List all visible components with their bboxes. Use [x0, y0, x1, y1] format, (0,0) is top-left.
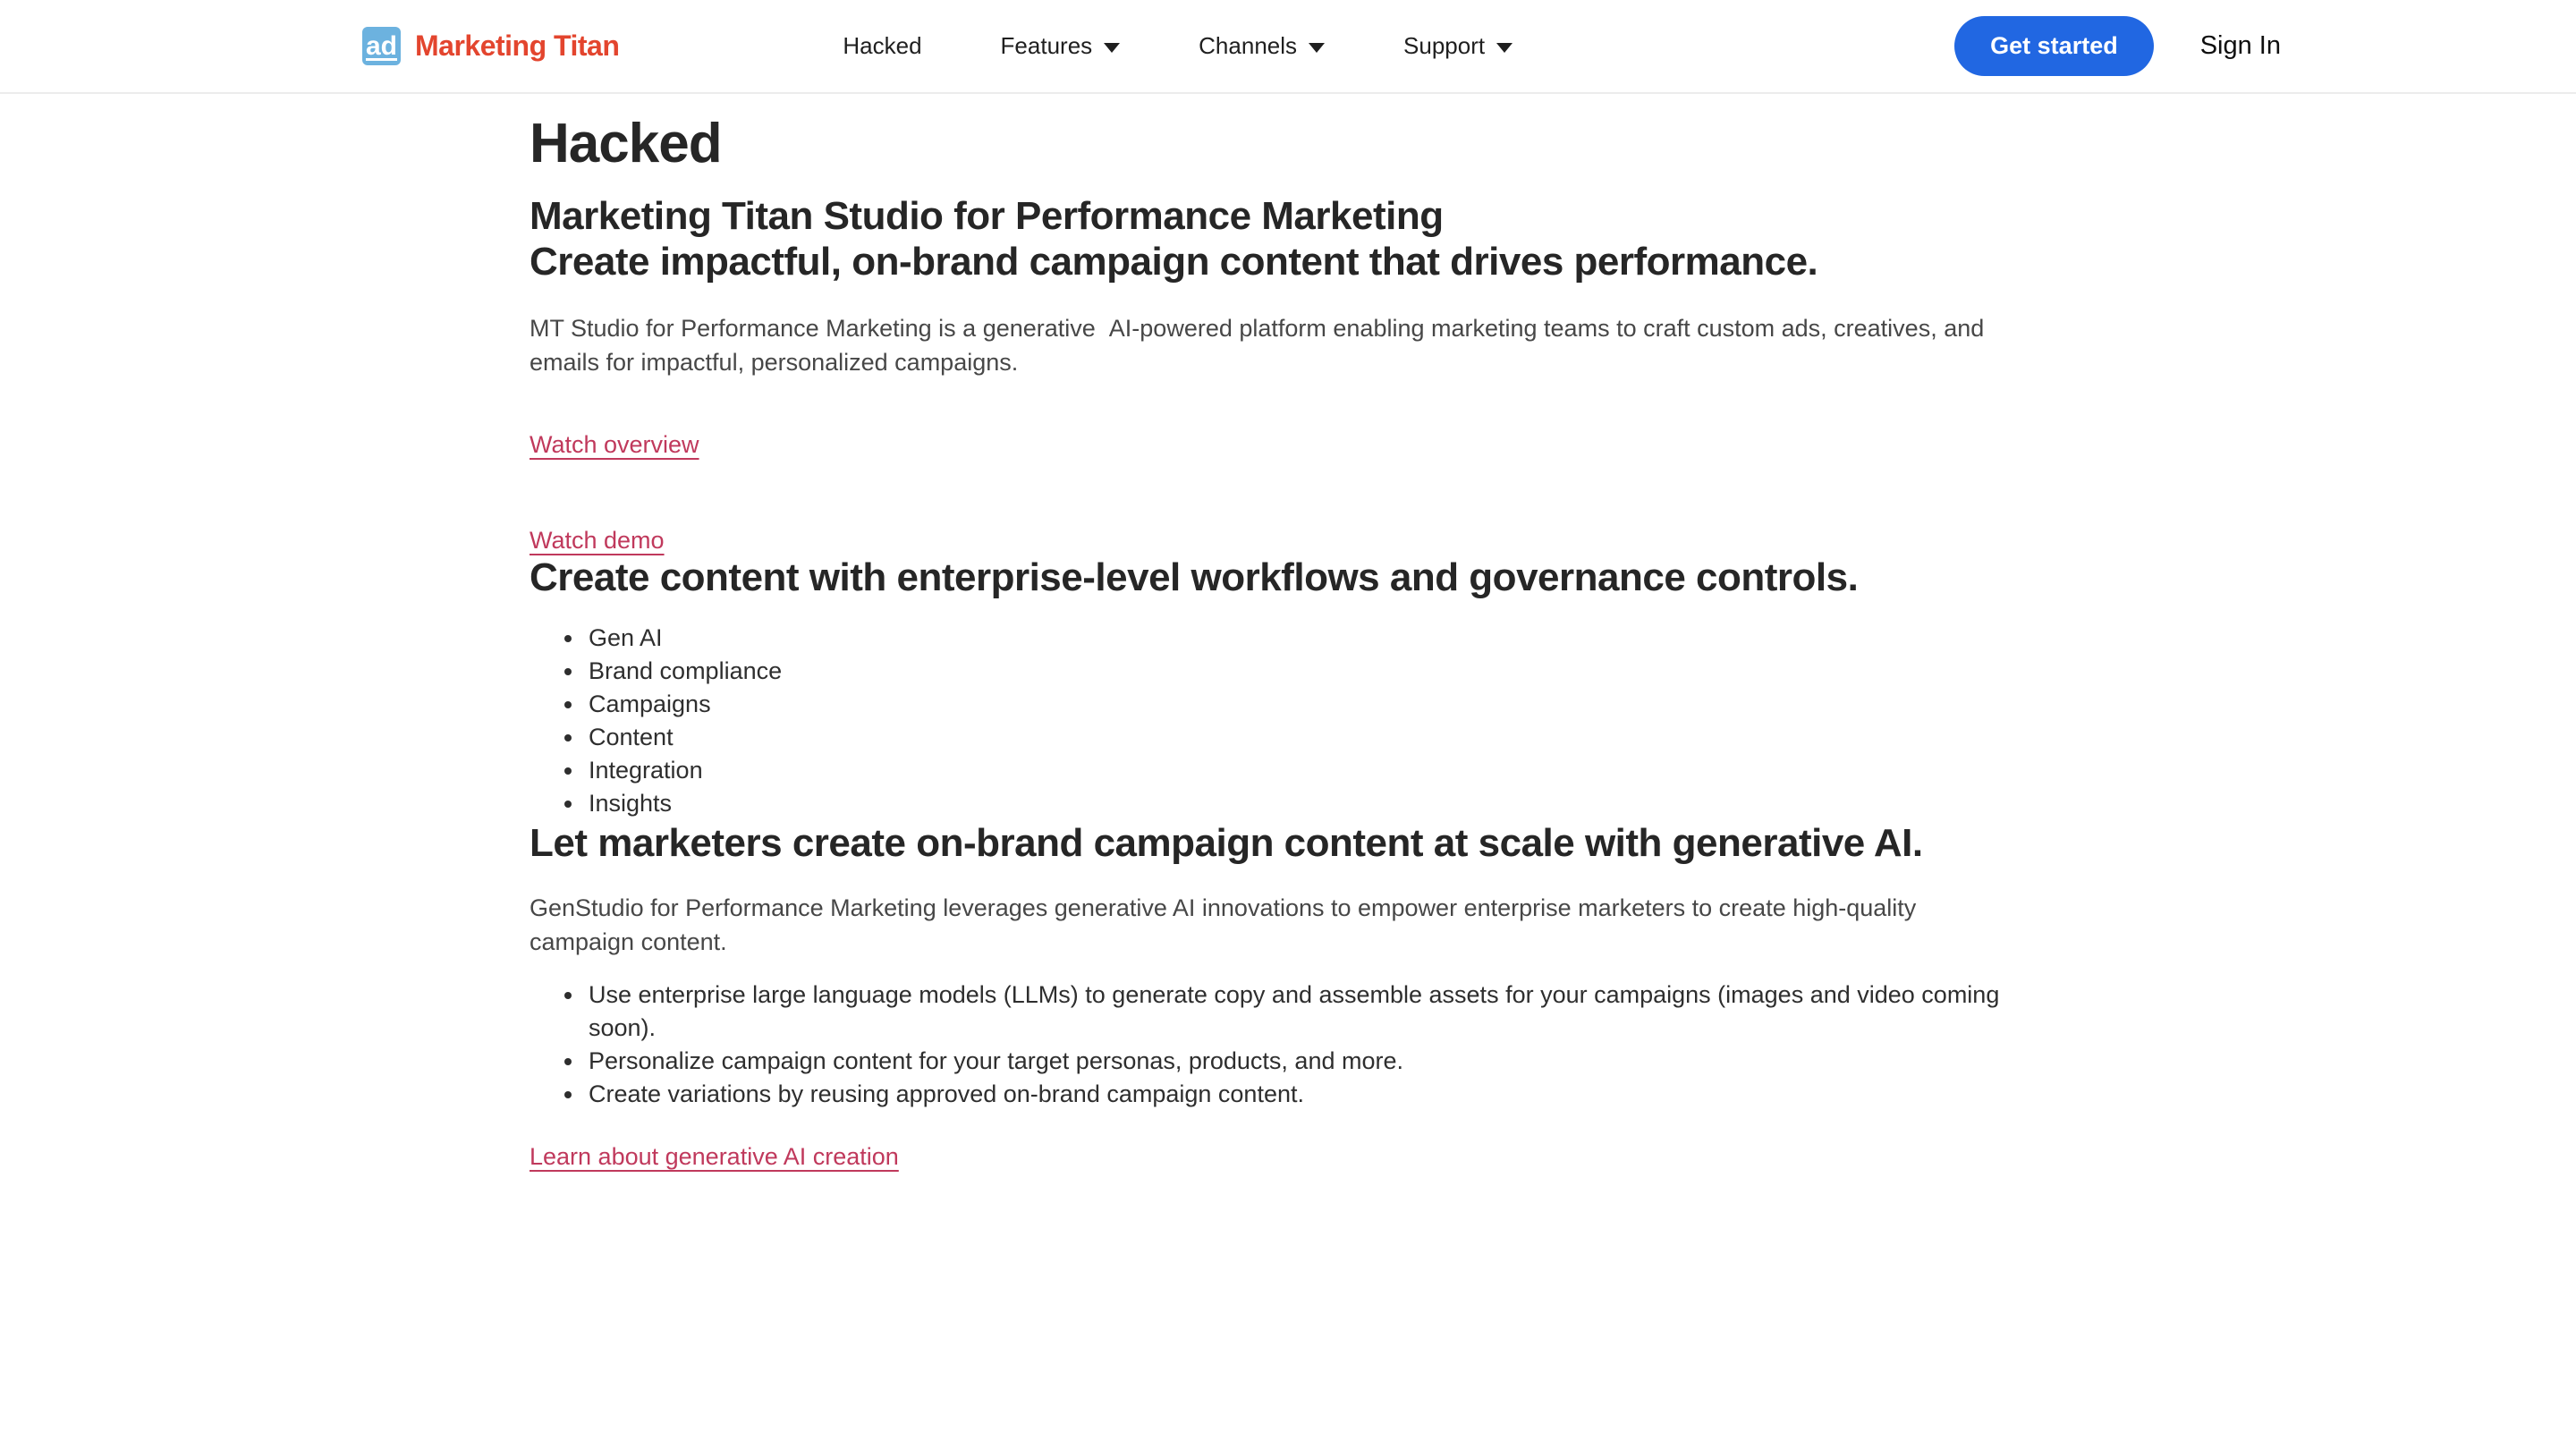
list-item: • Gen AI [585, 622, 2032, 655]
nav-item-features[interactable] [1001, 32, 1121, 60]
hero-description: MT Studio for Performance Marketing is a generative AI-powered platform enabling marketing teams to craft custom ads, creatives, and emails for impactful, personalized campaigns. [530, 315, 1985, 377]
chevron-down-icon [1309, 43, 1325, 53]
brand-logo-icon: ad [362, 27, 401, 65]
genai-list [530, 979, 2032, 1111]
watch-demo-link[interactable]: Watch demo [530, 527, 665, 555]
list-item: • Brand compliance [585, 655, 2032, 688]
top-nav [0, 0, 2576, 94]
genai-heading: Let marketers create on-brand campaign content at scale with generative AI. [530, 821, 1923, 866]
workflows-heading: Create content with enterprise-level workflows and governance controls. [530, 555, 1859, 600]
genai-description: GenStudio for Performance Marketing leverages generative AI innovations to empower enterprise marketers to create high-quality campaign content. [530, 894, 1917, 956]
nav-item-label: Channels [1199, 32, 1298, 59]
header-actions [1954, 16, 2281, 76]
page-title: Hacked [530, 113, 722, 174]
chevron-down-icon [1496, 43, 1513, 53]
nav-item-channels[interactable] [1199, 32, 1325, 60]
list-item: • Integration [585, 754, 2032, 787]
hero-subtitle: Marketing Titan Studio for Performance Marketing [530, 194, 1444, 239]
list-item: • Campaigns [585, 688, 2032, 721]
list-item: • Content [585, 721, 2032, 754]
chevron-down-icon [1104, 43, 1120, 53]
brand-name: Marketing Titan [415, 30, 620, 62]
list-item: • Insights [585, 787, 2032, 820]
brand-logo[interactable] [362, 27, 619, 65]
nav-item-label: Features [1000, 32, 1093, 59]
nav-item-label: Support [1403, 32, 1486, 59]
nav-item-label: Hacked [843, 32, 922, 59]
workflows-list [530, 622, 2032, 820]
page-content [0, 112, 2576, 1171]
watch-overview-link[interactable]: Watch overview [530, 431, 699, 459]
hero-headline: Create impactful, on-brand campaign content that drives performance. [530, 240, 1818, 284]
main-nav [843, 32, 1513, 60]
list-item: • Use enterprise large language models (LLMs) to generate copy and assemble assets for your campaigns (images and video coming soon). [585, 979, 2032, 1045]
nav-item-hacked[interactable] [843, 32, 921, 60]
list-item: • Personalize campaign content for your target personas, products, and more. [585, 1045, 2032, 1078]
learn-generative-ai-link[interactable]: Learn about generative AI creation [530, 1143, 899, 1171]
list-item: • Create variations by reusing approved on-brand campaign content. [585, 1078, 2032, 1111]
nav-item-support[interactable] [1403, 32, 1513, 60]
get-started-button[interactable]: Get started [1954, 16, 2154, 76]
sign-in-link[interactable]: Sign In [2199, 31, 2281, 60]
